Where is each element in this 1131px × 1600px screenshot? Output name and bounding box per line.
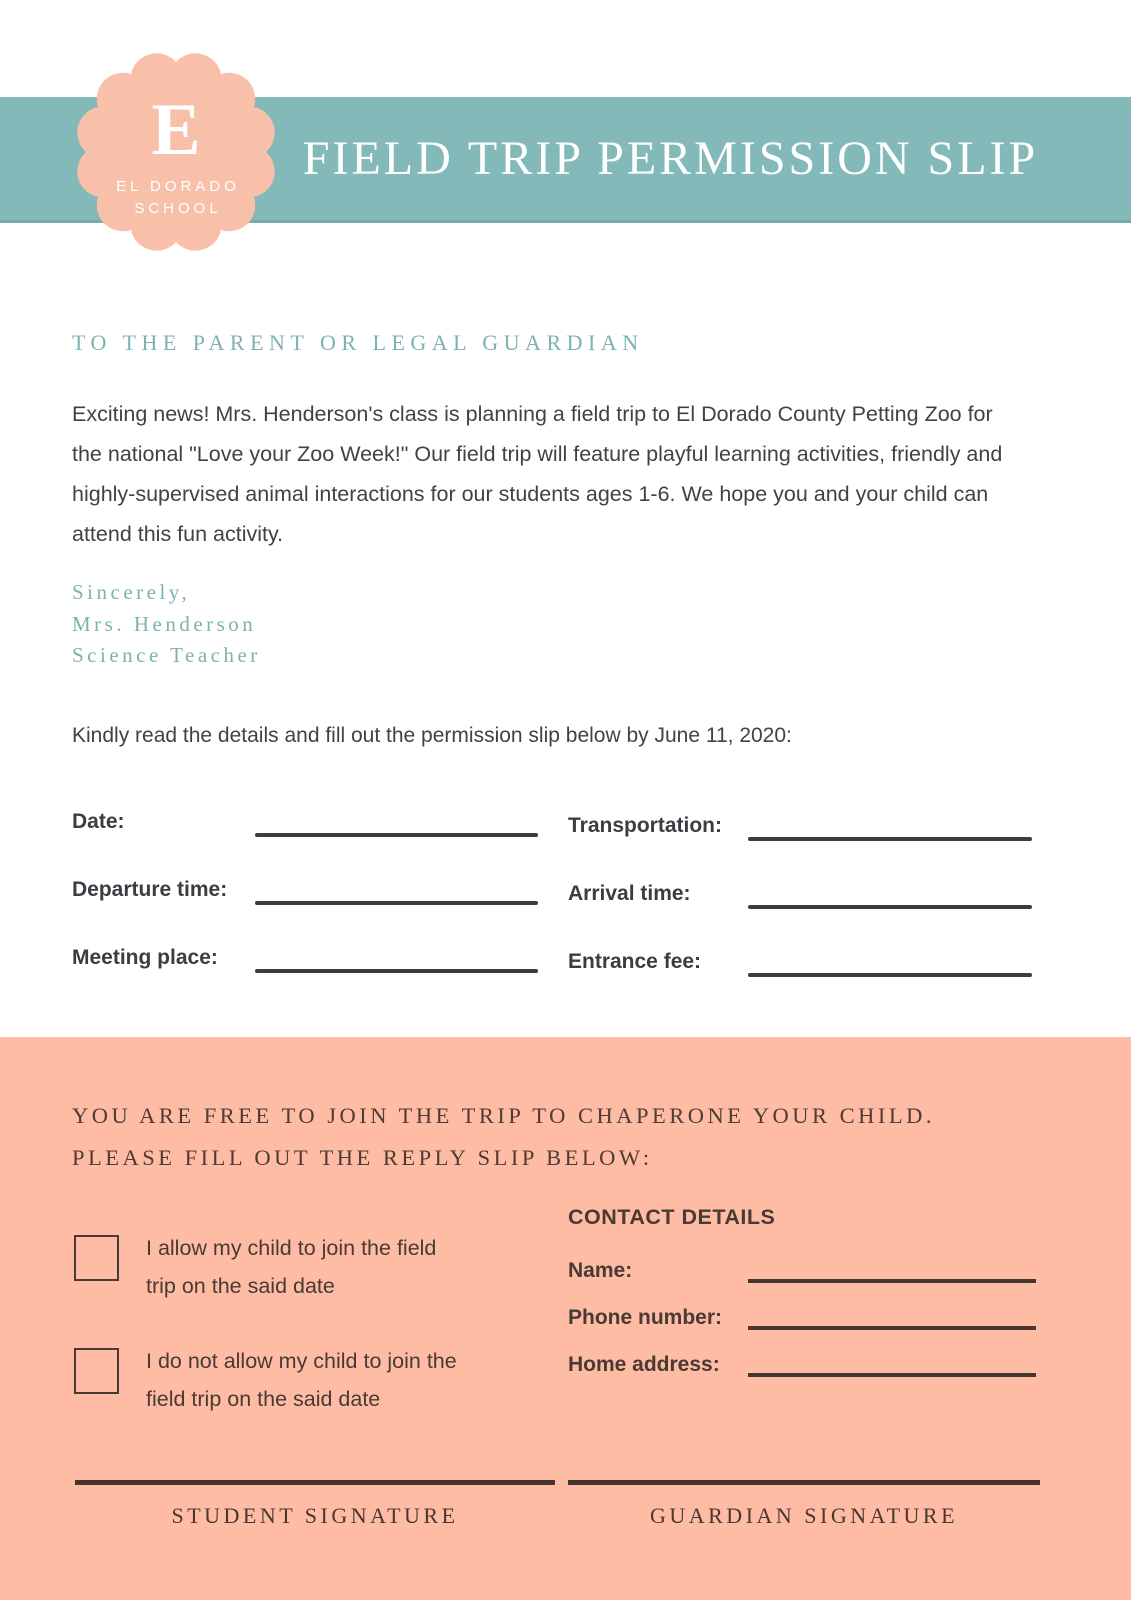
allow-checkbox[interactable] <box>74 1235 119 1281</box>
transportation-label: Transportation: <box>568 814 723 837</box>
arrival-time-field <box>568 868 1034 910</box>
instruction-line: Kindly read the details and fill out the permission slip below by June 11, 2020: <box>72 724 792 747</box>
student-signature-label: STUDENT SIGNATURE <box>171 1503 459 1528</box>
phone-number-field <box>568 1293 1036 1340</box>
transportation-blank[interactable] <box>748 837 1032 841</box>
school-name-line1: EL DORADO <box>116 178 240 195</box>
reply-slip-heading: YOU ARE FREE TO JOIN THE TRIP TO CHAPERONE YOUR CHILD. PLEASE FILL OUT THE REPLY SLIP BELOW: <box>72 1103 936 1170</box>
consent-options <box>74 1229 494 1418</box>
guardian-signature-line[interactable] <box>568 1480 1040 1485</box>
reply-slip-section <box>0 1037 1131 1600</box>
entrance-fee-blank[interactable] <box>748 973 1032 977</box>
date-blank[interactable] <box>255 833 538 837</box>
contact-details-block <box>568 1205 1036 1387</box>
home-address-field <box>568 1340 1036 1387</box>
arrival-time-blank[interactable] <box>748 905 1032 909</box>
name-label: Name: <box>568 1259 633 1282</box>
phone-number-label: Phone number: <box>568 1306 723 1329</box>
closing-sincerely: Sincerely, <box>72 580 191 604</box>
home-address-blank[interactable] <box>748 1373 1036 1377</box>
date-label: Date: <box>72 810 125 833</box>
letter-body-paragraph: Exciting news! Mrs. Henderson's class is planning a field trip to El Dorado County Petting Zoo for the national "Love your Zoo Week!" Our field trip will feature playful learning activities, friendly and highly-supervised animal interactions for our students ages 1-6. We hope you and your child can attend this fun activity. <box>72 402 1003 546</box>
entrance-fee-field <box>568 936 1034 978</box>
allow-option[interactable] <box>74 1229 494 1305</box>
school-name-line2: SCHOOL <box>134 200 222 217</box>
transportation-field <box>568 800 1034 842</box>
meeting-place-label: Meeting place: <box>72 946 218 969</box>
departure-time-label: Departure time: <box>72 878 228 901</box>
student-signature-line[interactable] <box>75 1480 555 1485</box>
allow-option-label: I allow my child to join the field trip on the said date <box>146 1236 437 1298</box>
entrance-fee-label: Entrance fee: <box>568 950 702 973</box>
not-allow-checkbox[interactable] <box>74 1348 119 1394</box>
departure-time-field <box>72 868 540 910</box>
page-title: FIELD TRIP PERMISSION SLIP <box>302 132 1039 185</box>
not-allow-option-label: I do not allow my child to join the field trip on the said date <box>146 1349 457 1411</box>
closing-teacher-name: Mrs. Henderson <box>72 611 257 636</box>
date-field <box>72 800 540 842</box>
guardian-signature-block <box>568 1480 1040 1529</box>
guardian-signature-label: GUARDIAN SIGNATURE <box>649 1503 959 1528</box>
contact-details-heading: CONTACT DETAILS <box>568 1205 776 1229</box>
trip-details-form <box>72 800 1034 978</box>
school-logo-badge <box>68 44 284 260</box>
departure-time-blank[interactable] <box>255 901 538 905</box>
phone-number-blank[interactable] <box>748 1326 1036 1330</box>
school-logo-initial: E <box>151 89 201 171</box>
salutation-heading: TO THE PARENT OR LEGAL GUARDIAN <box>72 330 644 355</box>
not-allow-option[interactable] <box>74 1342 494 1418</box>
home-address-label: Home address: <box>568 1353 720 1376</box>
meeting-place-field <box>72 936 540 978</box>
name-blank[interactable] <box>748 1279 1036 1283</box>
closing-teacher-role: Science Teacher <box>72 643 261 667</box>
letter-closing <box>72 577 261 672</box>
arrival-time-label: Arrival time: <box>568 882 691 905</box>
meeting-place-blank[interactable] <box>255 969 538 973</box>
student-signature-block <box>75 1480 555 1529</box>
name-field <box>568 1246 1036 1293</box>
